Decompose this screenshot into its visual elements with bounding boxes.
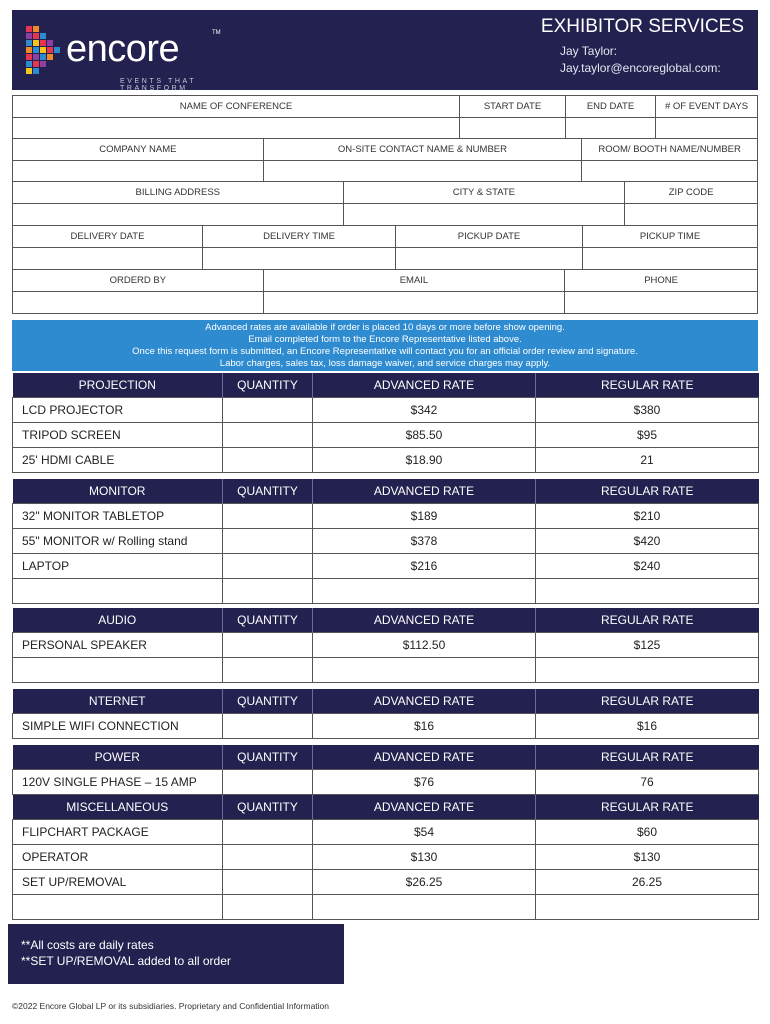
notice-line: Advanced rates are available if order is placed 10 days or more before show opening. — [205, 322, 565, 333]
end-date-field[interactable] — [565, 117, 656, 139]
item-name-field[interactable] — [13, 578, 223, 603]
regular-rate: 76 — [536, 769, 759, 794]
item-name-field[interactable] — [13, 657, 223, 682]
city-state-field[interactable] — [343, 203, 626, 226]
section-header-row — [13, 608, 759, 632]
table-row — [13, 447, 759, 472]
zip-code-label: ZIP CODE — [624, 181, 758, 204]
regular-rate: $16 — [536, 713, 759, 738]
form-label-row — [12, 96, 758, 119]
ordered-by-field[interactable] — [12, 291, 264, 314]
form-label-row — [12, 139, 758, 162]
regular-rate-header: REGULAR RATE — [536, 795, 759, 819]
event-days-label: # OF EVENT DAYS — [655, 95, 758, 118]
item-name: PERSONAL SPEAKER — [13, 632, 223, 657]
item-name: FLIPCHART PACKAGE — [13, 819, 223, 844]
advanced-rate: $16 — [313, 713, 536, 738]
item-name: LAPTOP — [13, 553, 223, 578]
section-title: NTERNET — [13, 689, 223, 713]
advanced-rate: $18.90 — [313, 447, 536, 472]
ordered-by-label: ORDERD BY — [12, 269, 264, 292]
zip-code-field[interactable] — [624, 203, 758, 226]
table-row-empty — [13, 657, 759, 682]
advanced-rate: $85.50 — [313, 422, 536, 447]
monitor-section — [12, 479, 758, 604]
notice-line: Email completed form to the Encore Representative listed above. — [248, 334, 522, 345]
regular-rate: $130 — [536, 844, 759, 869]
table-row — [13, 528, 759, 553]
table-row — [13, 819, 759, 844]
section-title: AUDIO — [13, 608, 223, 632]
page-title: EXHIBITOR SERVICES — [540, 16, 744, 37]
encore-logo-mark-icon — [22, 22, 62, 74]
pickup-date-label: PICKUP DATE — [395, 225, 583, 248]
rates-notice — [12, 320, 758, 371]
booth-field[interactable] — [581, 160, 758, 182]
pickup-time-label: PICKUP TIME — [582, 225, 758, 248]
phone-field[interactable] — [564, 291, 758, 314]
form-input-row — [12, 292, 758, 315]
item-name-field[interactable] — [13, 894, 223, 919]
item-name: 55" MONITOR w/ Rolling stand — [13, 528, 223, 553]
cost-notes — [8, 924, 344, 984]
table-row — [13, 844, 759, 869]
advanced-rate: $130 — [313, 844, 536, 869]
email-field[interactable] — [263, 291, 566, 314]
regular-rate-field[interactable] — [536, 578, 759, 603]
quantity-header: QUANTITY — [223, 745, 313, 769]
form-input-row — [12, 118, 758, 140]
regular-rate-header: REGULAR RATE — [536, 479, 759, 503]
delivery-date-label: DELIVERY DATE — [12, 225, 203, 248]
notice-line: Once this request form is submitted, an Encore Representative will contact you for an official order review and signature. — [132, 346, 638, 357]
billing-address-field[interactable] — [12, 203, 344, 226]
header-banner — [12, 10, 758, 90]
form-input-row — [12, 248, 758, 271]
item-name: LCD PROJECTOR — [13, 397, 223, 422]
advanced-rate: $216 — [313, 553, 536, 578]
start-date-label: START DATE — [459, 95, 566, 118]
regular-rate-header: REGULAR RATE — [536, 745, 759, 769]
advanced-rate-header: ADVANCED RATE — [313, 745, 536, 769]
booth-label: ROOM/ BOOTH NAME/NUMBER — [581, 138, 758, 161]
event-days-field[interactable] — [655, 117, 758, 139]
advanced-rate: $378 — [313, 528, 536, 553]
advanced-rate-field[interactable] — [313, 657, 536, 682]
logo-tagline: EVENTS THAT TRANSFORM — [120, 78, 197, 92]
start-date-field[interactable] — [459, 117, 566, 139]
table-row — [13, 713, 759, 738]
item-name: TRIPOD SCREEN — [13, 422, 223, 447]
quantity-header: QUANTITY — [223, 689, 313, 713]
logo-trademark: TM — [212, 30, 221, 36]
quantity-field[interactable] — [223, 397, 313, 422]
quantity-field[interactable] — [223, 422, 313, 447]
section-header-row — [13, 745, 759, 769]
table-row — [13, 869, 759, 894]
quantity-field[interactable] — [223, 894, 313, 919]
table-row — [13, 503, 759, 528]
regular-rate-header: REGULAR RATE — [536, 373, 759, 397]
section-title: MISCELLANEOUS — [13, 795, 223, 819]
advanced-rate-header: ADVANCED RATE — [313, 373, 536, 397]
table-row — [13, 632, 759, 657]
section-header-row — [13, 795, 759, 819]
billing-address-label: BILLING ADDRESS — [12, 181, 344, 204]
advanced-rate-header: ADVANCED RATE — [313, 608, 536, 632]
regular-rate: $380 — [536, 397, 759, 422]
phone-label: PHONE — [564, 269, 758, 292]
quantity-field[interactable] — [223, 819, 313, 844]
delivery-date-field[interactable] — [12, 247, 203, 270]
quantity-field[interactable] — [223, 578, 313, 603]
advanced-rate-header: ADVANCED RATE — [313, 479, 536, 503]
form-input-row — [12, 161, 758, 183]
item-name: SET UP/REMOVAL — [13, 869, 223, 894]
contact-email[interactable]: Jay.taylor@encoreglobal.com: — [560, 61, 721, 75]
encore-logo — [22, 22, 262, 92]
regular-rate: $60 — [536, 819, 759, 844]
quantity-field[interactable] — [223, 447, 313, 472]
regular-rate-header: REGULAR RATE — [536, 608, 759, 632]
email-label: EMAIL — [263, 269, 566, 292]
internet-section — [12, 689, 758, 739]
notice-line: Labor charges, sales tax, loss damage waiver, and service charges may apply. — [219, 358, 551, 369]
onsite-contact-label: ON-SITE CONTACT NAME & NUMBER — [263, 138, 583, 161]
section-title: MONITOR — [13, 479, 223, 503]
company-name-field[interactable] — [12, 160, 264, 182]
item-name: SIMPLE WIFI CONNECTION — [13, 713, 223, 738]
quantity-field[interactable] — [223, 869, 313, 894]
section-header-row — [13, 689, 759, 713]
conference-name-field[interactable] — [12, 117, 460, 139]
quantity-field[interactable] — [223, 553, 313, 578]
copyright-footer: ©2022 Encore Global LP or its subsidiaries. Proprietary and Confidential Information — [12, 1001, 329, 1011]
regular-rate: $95 — [536, 422, 759, 447]
section-title: POWER — [13, 745, 223, 769]
table-row-empty — [13, 578, 759, 603]
quantity-field[interactable] — [223, 503, 313, 528]
contact-name: Jay Taylor: — [560, 44, 618, 58]
quantity-field[interactable] — [223, 657, 313, 682]
quantity-header: QUANTITY — [223, 373, 313, 397]
item-name: 25' HDMI CABLE — [13, 447, 223, 472]
advanced-rate: $54 — [313, 819, 536, 844]
regular-rate: $240 — [536, 553, 759, 578]
miscellaneous-section — [12, 795, 758, 920]
quantity-header: QUANTITY — [223, 795, 313, 819]
table-row — [13, 422, 759, 447]
regular-rate: $210 — [536, 503, 759, 528]
power-section — [12, 745, 758, 795]
advanced-rate: $342 — [313, 397, 536, 422]
table-row — [13, 397, 759, 422]
note-line: **SET UP/REMOVAL added to all order — [21, 954, 231, 968]
table-row — [13, 553, 759, 578]
quantity-header: QUANTITY — [223, 608, 313, 632]
audio-section — [12, 608, 758, 683]
note-line: **All costs are daily rates — [21, 938, 154, 952]
regular-rate-header: REGULAR RATE — [536, 689, 759, 713]
quantity-field[interactable] — [223, 528, 313, 553]
table-row — [13, 769, 759, 794]
regular-rate: 21 — [536, 447, 759, 472]
regular-rate: $125 — [536, 632, 759, 657]
item-name: 120V SINGLE PHASE – 15 AMP — [13, 769, 223, 794]
onsite-contact-field[interactable] — [263, 160, 583, 182]
pickup-time-field[interactable] — [582, 247, 758, 270]
regular-rate: 26.25 — [536, 869, 759, 894]
pickup-date-field[interactable] — [395, 247, 583, 270]
item-name: 32" MONITOR TABLETOP — [13, 503, 223, 528]
quantity-field[interactable] — [223, 844, 313, 869]
advanced-rate: $26.25 — [313, 869, 536, 894]
delivery-time-label: DELIVERY TIME — [202, 225, 396, 248]
quantity-field[interactable] — [223, 769, 313, 794]
quantity-header: QUANTITY — [223, 479, 313, 503]
section-title: PROJECTION — [13, 373, 223, 397]
item-name: OPERATOR — [13, 844, 223, 869]
table-row-empty — [13, 894, 759, 919]
advanced-rate: $189 — [313, 503, 536, 528]
section-header-row — [13, 373, 759, 397]
advanced-rate-field[interactable] — [313, 894, 536, 919]
quantity-field[interactable] — [223, 632, 313, 657]
advanced-rate: $112.50 — [313, 632, 536, 657]
conference-name-label: NAME OF CONFERENCE — [12, 95, 460, 118]
advanced-rate-header: ADVANCED RATE — [313, 689, 536, 713]
form-label-row — [12, 270, 758, 293]
company-name-label: COMPANY NAME — [12, 138, 264, 161]
city-state-label: CITY & STATE — [343, 181, 626, 204]
form-label-row — [12, 182, 758, 205]
regular-rate-field[interactable] — [536, 657, 759, 682]
regular-rate-field[interactable] — [536, 894, 759, 919]
regular-rate: $420 — [536, 528, 759, 553]
advanced-rate-field[interactable] — [313, 578, 536, 603]
logo-wordmark: encore — [66, 28, 180, 70]
form-input-row — [12, 204, 758, 227]
form-label-row — [12, 226, 758, 249]
quantity-field[interactable] — [223, 713, 313, 738]
advanced-rate: $76 — [313, 769, 536, 794]
advanced-rate-header: ADVANCED RATE — [313, 795, 536, 819]
end-date-label: END DATE — [565, 95, 656, 118]
projection-section — [12, 373, 758, 473]
delivery-time-field[interactable] — [202, 247, 396, 270]
section-header-row — [13, 479, 759, 503]
